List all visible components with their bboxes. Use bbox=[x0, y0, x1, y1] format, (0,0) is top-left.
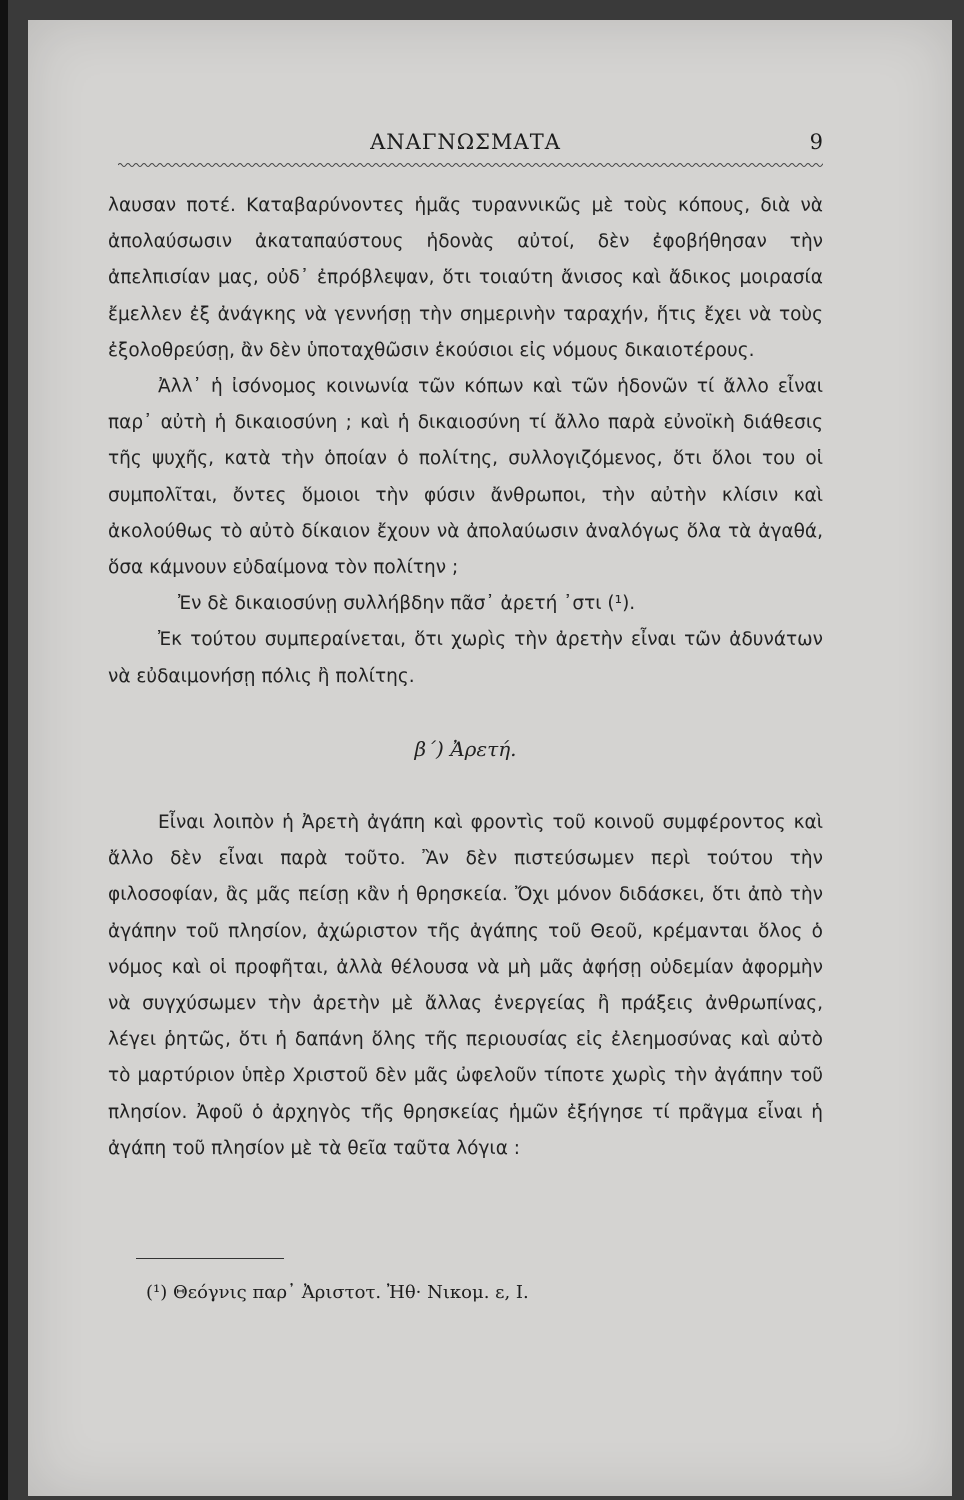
section-heading: β΄) Ἀρετή. bbox=[414, 736, 517, 761]
paragraph: Ἐκ τούτου συμπεραίνεται, ὅτι χωρὶς τὴν ἀρετὴν εἶναι τῶν ἀδυνάτων νὰ εὐδαιμονήσῃ πόλις ἢ πολίτης. bbox=[108, 629, 823, 687]
verse-quotation: Ἐν δὲ δικαιοσύνῃ συλλήβδην πᾶσ᾽ ἀρετή ᾽στι (¹). bbox=[178, 593, 636, 615]
footnote: (¹) Θεόγνις παρ᾽ Ἀριστοτ. Ἠθ· Νικομ. ε, Ι. bbox=[146, 1282, 529, 1303]
book-page bbox=[28, 20, 952, 1496]
book-spine-edge bbox=[0, 0, 8, 1500]
page-number: 9 bbox=[809, 130, 823, 154]
paragraph: Ἀλλ᾽ ἡ ἰσόνομος κοινωνία τῶν κόπων καὶ τῶν ἡδονῶν τί ἄλλο εἶναι παρ᾽ αὐτὴ ἡ δικαιοσύνη ; καὶ ἡ δικαιοσύνη τί ἄλλο παρὰ εὐνοϊκὴ διάθεσις τῆς ψυχῆς, κατὰ τὴν ὁποίαν ὁ πολίτης, συλλογιζόμενος, ὅτι ὅλοι του οἱ συμπολῖται, ὄντες ὅμοιοι τὴν φύσιν ἄνθρωποι, τὴν αὐτὴν κλίσιν καὶ ἀκολούθως τὸ αὐτὸ δίκαιον ἔχουν νὰ ἀπολαύωσιν ἀναλόγως ὅλα τὰ ἀγαθά, ὅσα κάμνουν εὐδαίμονα τὸν πολίτην ; bbox=[108, 376, 823, 579]
paragraph: Εἶναι λοιπὸν ἡ Ἀρετὴ ἀγάπη καὶ φροντὶς τοῦ κοινοῦ συμφέροντος καὶ ἄλλο δὲν εἶναι παρὰ τοῦτο. Ἂν δὲν πιστεύσωμεν περὶ τούτου τὴν φιλοσοφίαν, ἂς μᾶς πείσῃ κἂν ἡ θρησκεία. Ὄχι μόνον διδάσκει, ὅτι ἀπὸ τὴν ἀγάπην τοῦ πλησίον, ἀχώριστον τῆς ἀγάπης τοῦ Θεοῦ, κρέμανται ὅλος ὁ νόμος καὶ οἱ προφῆται, ἀλλὰ θέλουσα νὰ μὴ μᾶς ἀφήσῃ οὐδεμίαν ἀφορμὴν νὰ συγχύσωμεν τὴν ἀρετὴν μὲ ἄλλας ἐνεργείας ἢ πράξεις ἀνθρωπίνας, λέγει ῥητῶς, ὅτι ἡ δαπάνη ὅλης τῆς περιουσίας εἰς ἐλεημοσύνας καὶ αὐτὸ τὸ μαρτύριον ὑπὲρ Χριστοῦ δὲν μᾶς ὠφελοῦν τίποτε χωρὶς τὴν ἀγάπην τοῦ πλησίον. Ἀφοῦ ὁ ἀρχηγὸς τῆς θρησκείας ἡμῶν ἐξήγησε τί πρᾶγμα εἶναι ἡ ἀγάπη τοῦ πλησίον μὲ τὰ θεῖα ταῦτα λόγια : bbox=[108, 812, 823, 1159]
wavy-header-rule bbox=[118, 162, 823, 168]
footnote-separator bbox=[136, 1258, 284, 1259]
running-header bbox=[108, 130, 823, 164]
running-title: ΑΝΑΓΝΩΣΜΑΤΑ bbox=[370, 130, 561, 154]
paragraph-continuation: λαυσαν ποτέ. Καταβαρύνοντες ἡμᾶς τυραννικῶς μὲ τοὺς κόπους, διὰ νὰ ἀπολαύσωσιν ἀκαταπαύστους ἡδονὰς αὐτοί, δὲν ἐφοβήθησαν τὴν ἀπελπισίαν μας, οὐδ᾽ ἐπρόβλεψαν, ὅτι τοιαύτη ἄνισος καὶ ἄδικος μοιρασία ἔμελλεν ἐξ ἀνάγκης νὰ γεννήσῃ τὴν σημερινὴν ταραχήν, ἥτις ἔχει νὰ τοὺς ἐξολοθρεύσῃ, ἂν δὲν ὑποταχθῶσιν ἑκούσιοι εἰς νόμους δικαιοτέρους. bbox=[108, 195, 823, 361]
body-text bbox=[108, 188, 823, 1167]
